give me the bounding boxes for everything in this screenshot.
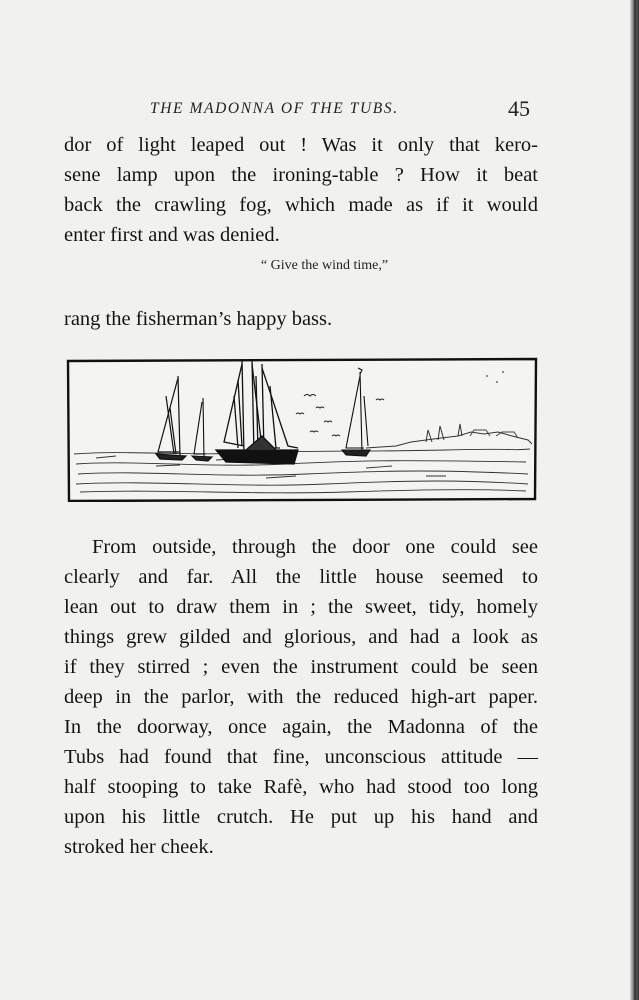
text-line: deep in the parlor, with the reduced high-art paper. [64, 686, 538, 708]
quoted-song-line: “ Give the wind time,” [260, 258, 389, 273]
page-number: 45 [508, 96, 530, 121]
text-line: back the crawling fog, which made as if it would [64, 194, 538, 216]
text-line: rang the fisherman’s happy bass. [64, 308, 333, 330]
text-line: From outside, through the door one could see [92, 536, 538, 558]
text-line: half stooping to take Rafè, who had stood too long [64, 776, 538, 798]
harbor-sailboats-illustration [66, 356, 538, 502]
text-line: lean out to draw them in ; the sweet, tidy, homely [64, 596, 538, 618]
text-line: if they stirred ; even the instrument could be seen [64, 656, 538, 678]
text-line: upon his little crutch. He put up his hand and [64, 806, 538, 828]
text-line: In the doorway, once again, the Madonna of the [64, 716, 538, 738]
rang-line [64, 304, 538, 334]
text-line: sene lamp upon the ironing-table ? How it beat [64, 164, 538, 186]
page-header [150, 96, 530, 124]
text-line: dor of light leaped out ! Was it only that kero- [64, 134, 538, 156]
paragraph-2 [64, 532, 538, 862]
text-line: enter first and was denied. [64, 224, 280, 246]
text-line: Tubs had found that fine, unconscious attitude — [64, 746, 538, 768]
text-line: clearly and far. All the little house seemed to [64, 566, 538, 588]
paragraph-1 [64, 130, 538, 250]
running-title: THE MADONNA OF THE TUBS. [150, 100, 399, 117]
page-edge-shadow [630, 0, 639, 1000]
text-line: things grew gilded and glorious, and had a look as [64, 626, 538, 648]
text-line: stroked her cheek. [64, 836, 214, 858]
